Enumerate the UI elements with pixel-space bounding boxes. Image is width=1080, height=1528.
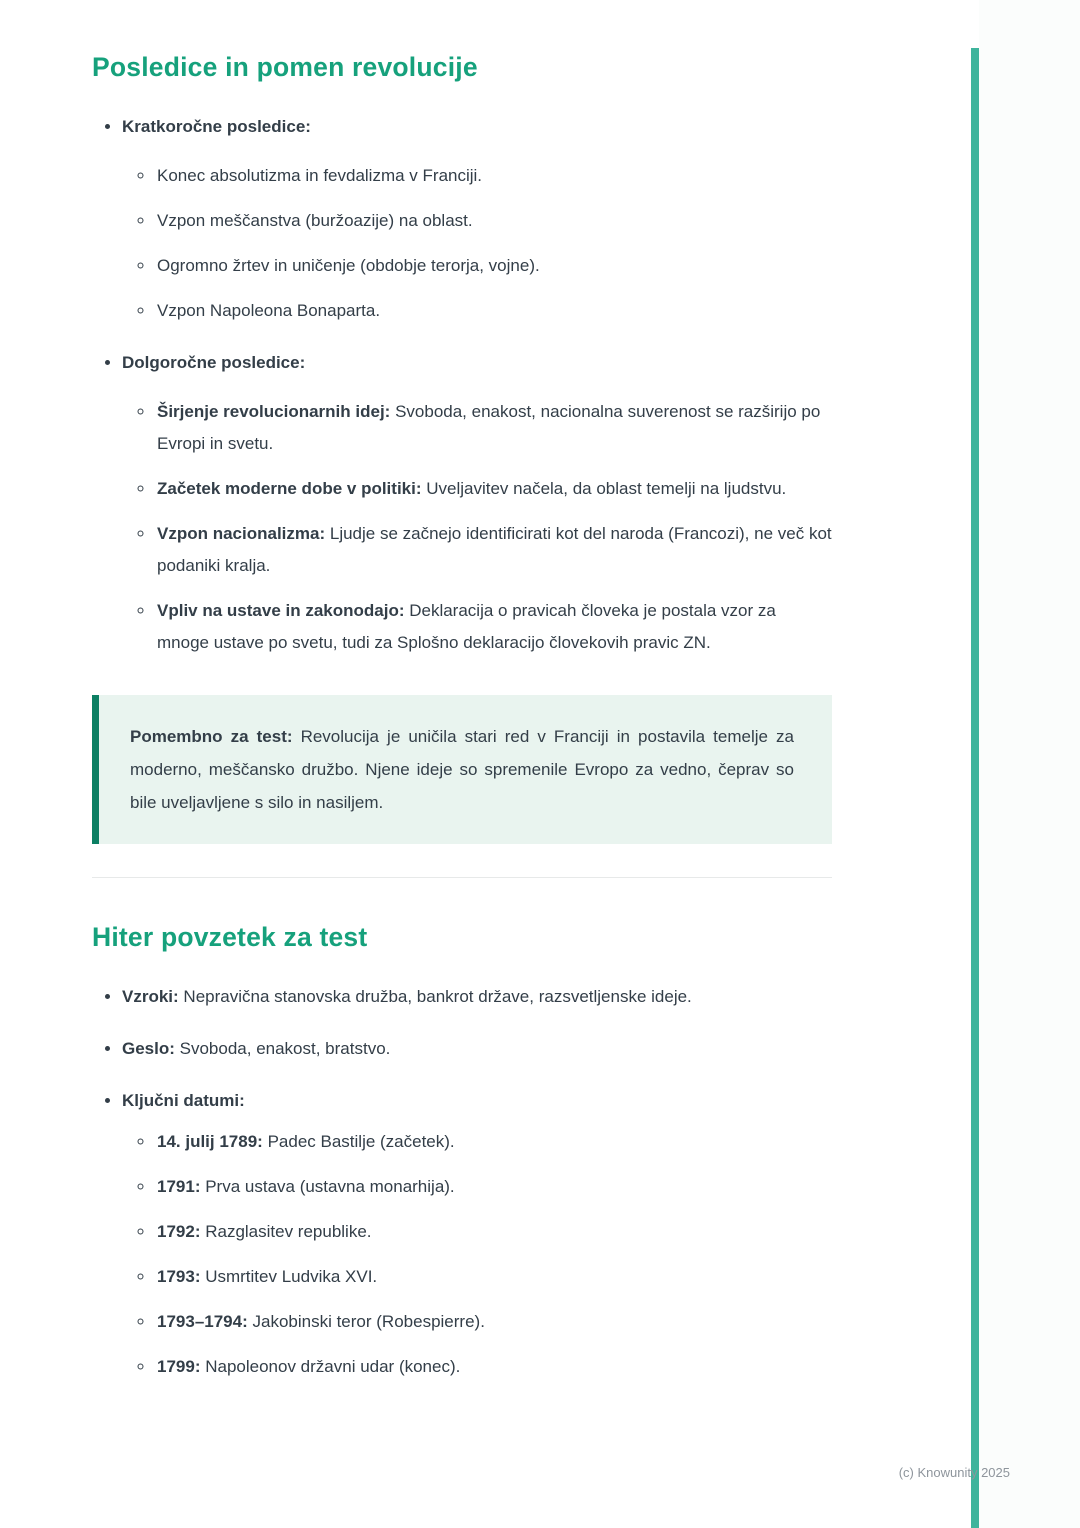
list-item-text: Jakobinski teror (Robespierre).	[247, 1312, 485, 1331]
list-item-text: Razglasitev republike.	[200, 1222, 372, 1241]
list-item	[155, 250, 832, 282]
list-item	[155, 205, 832, 237]
callout-label: Pomembno za test:	[130, 727, 293, 746]
list-item-text: Deklaracija o pravicah človeka je postala vzor za mnoge ustave po svetu, tudi za Splošno deklaracijo človekovih pravic ZN.	[157, 601, 776, 652]
list-item-term: 1791:	[157, 1177, 201, 1196]
list-item-term: Vzroki:	[122, 987, 179, 1006]
list-item-term: 1792:	[157, 1222, 201, 1241]
list-item	[155, 1306, 832, 1338]
list-item-term: 1793:	[157, 1267, 201, 1286]
list-item-text: Vzpon meščanstva (buržoazije) na oblast.	[157, 211, 473, 230]
list-item-label: Ključni datumi:	[122, 1091, 245, 1110]
list-item-term: Vpliv na ustave in zakonodajo:	[157, 601, 405, 620]
list-item	[155, 1126, 832, 1158]
list-item	[155, 396, 832, 460]
page-right-margin	[979, 0, 1080, 1528]
list-item	[155, 595, 832, 659]
list-item-text: Svoboda, enakost, nacionalna suverenost se razširijo po Evropi in svetu.	[157, 402, 821, 453]
list-item-term: 1793–1794:	[157, 1312, 248, 1331]
list-item-text: Prva ustava (ustavna monarhija).	[200, 1177, 455, 1196]
list-item-text: Usmrtitev Ludvika XVI.	[200, 1267, 378, 1286]
list-item-label: Kratkoročne posledice:	[122, 117, 311, 136]
list-item-long-term	[122, 347, 832, 659]
list-item-text: Nepravična stanovska družba, bankrot države, razsvetljenske ideje.	[178, 987, 692, 1006]
list-item	[155, 295, 832, 327]
section-title-consequences: Posledice in pomen revolucije	[92, 52, 478, 82]
list-item	[155, 160, 832, 192]
section-title-summary: Hiter povzetek za test	[92, 922, 368, 952]
callout-paragraph	[130, 720, 794, 819]
key-dates-sublist	[122, 1126, 832, 1383]
list-item-motto	[122, 1033, 832, 1065]
list-item-term: 1799:	[157, 1357, 201, 1376]
list-item-term: Začetek moderne dobe v politiki:	[157, 479, 422, 498]
list-item-text: Padec Bastilje (začetek).	[262, 1132, 455, 1151]
section-divider	[92, 877, 832, 878]
list-item-text: Konec absolutizma in fevdalizma v Franciji.	[157, 166, 483, 185]
notes-content	[92, 40, 832, 1403]
list-item	[155, 1171, 832, 1203]
list-item	[155, 473, 832, 505]
list-item-term: 14. julij 1789:	[157, 1132, 263, 1151]
list-item-term: Širjenje revolucionarnih idej:	[157, 402, 391, 421]
list-item	[155, 518, 832, 582]
list-item	[155, 1351, 832, 1383]
consequences-list	[92, 111, 832, 659]
summary-list	[92, 981, 832, 1383]
list-item-text: Svoboda, enakost, bratstvo.	[174, 1039, 391, 1058]
important-callout	[92, 695, 832, 844]
list-item-text: Ljudje se začnejo identificirati kot del naroda (Francozi), ne več kot podaniki kralja.	[157, 524, 832, 575]
short-term-sublist	[122, 160, 832, 327]
list-item	[155, 1261, 832, 1293]
long-term-sublist	[122, 396, 832, 659]
list-item-text: Vzpon Napoleona Bonaparta.	[157, 301, 381, 320]
copyright-footer: (c) Knowunity 2025	[898, 1465, 1010, 1480]
list-item-term: Vzpon nacionalizma:	[157, 524, 326, 543]
page-edge-stripe	[971, 48, 979, 1528]
list-item	[155, 1216, 832, 1248]
list-item-text: Ogromno žrtev in uničenje (obdobje terorja, vojne).	[157, 256, 540, 275]
callout-text: Revolucija je uničila stari red v Franciji in postavila temelje za moderno, meščansko družbo. Njene ideje so spremenile Evropo za vedno, čeprav so bile uveljavljene s silo in nasiljem.	[130, 727, 794, 812]
list-item-label: Dolgoročne posledice:	[122, 353, 306, 372]
list-item-causes	[122, 981, 832, 1013]
list-item-term: Geslo:	[122, 1039, 175, 1058]
list-item-text: Napoleonov državni udar (konec).	[200, 1357, 461, 1376]
list-item-short-term	[122, 111, 832, 327]
list-item-text: Uveljavitev načela, da oblast temelji na ljudstvu.	[421, 479, 787, 498]
list-item-key-dates	[122, 1085, 832, 1383]
